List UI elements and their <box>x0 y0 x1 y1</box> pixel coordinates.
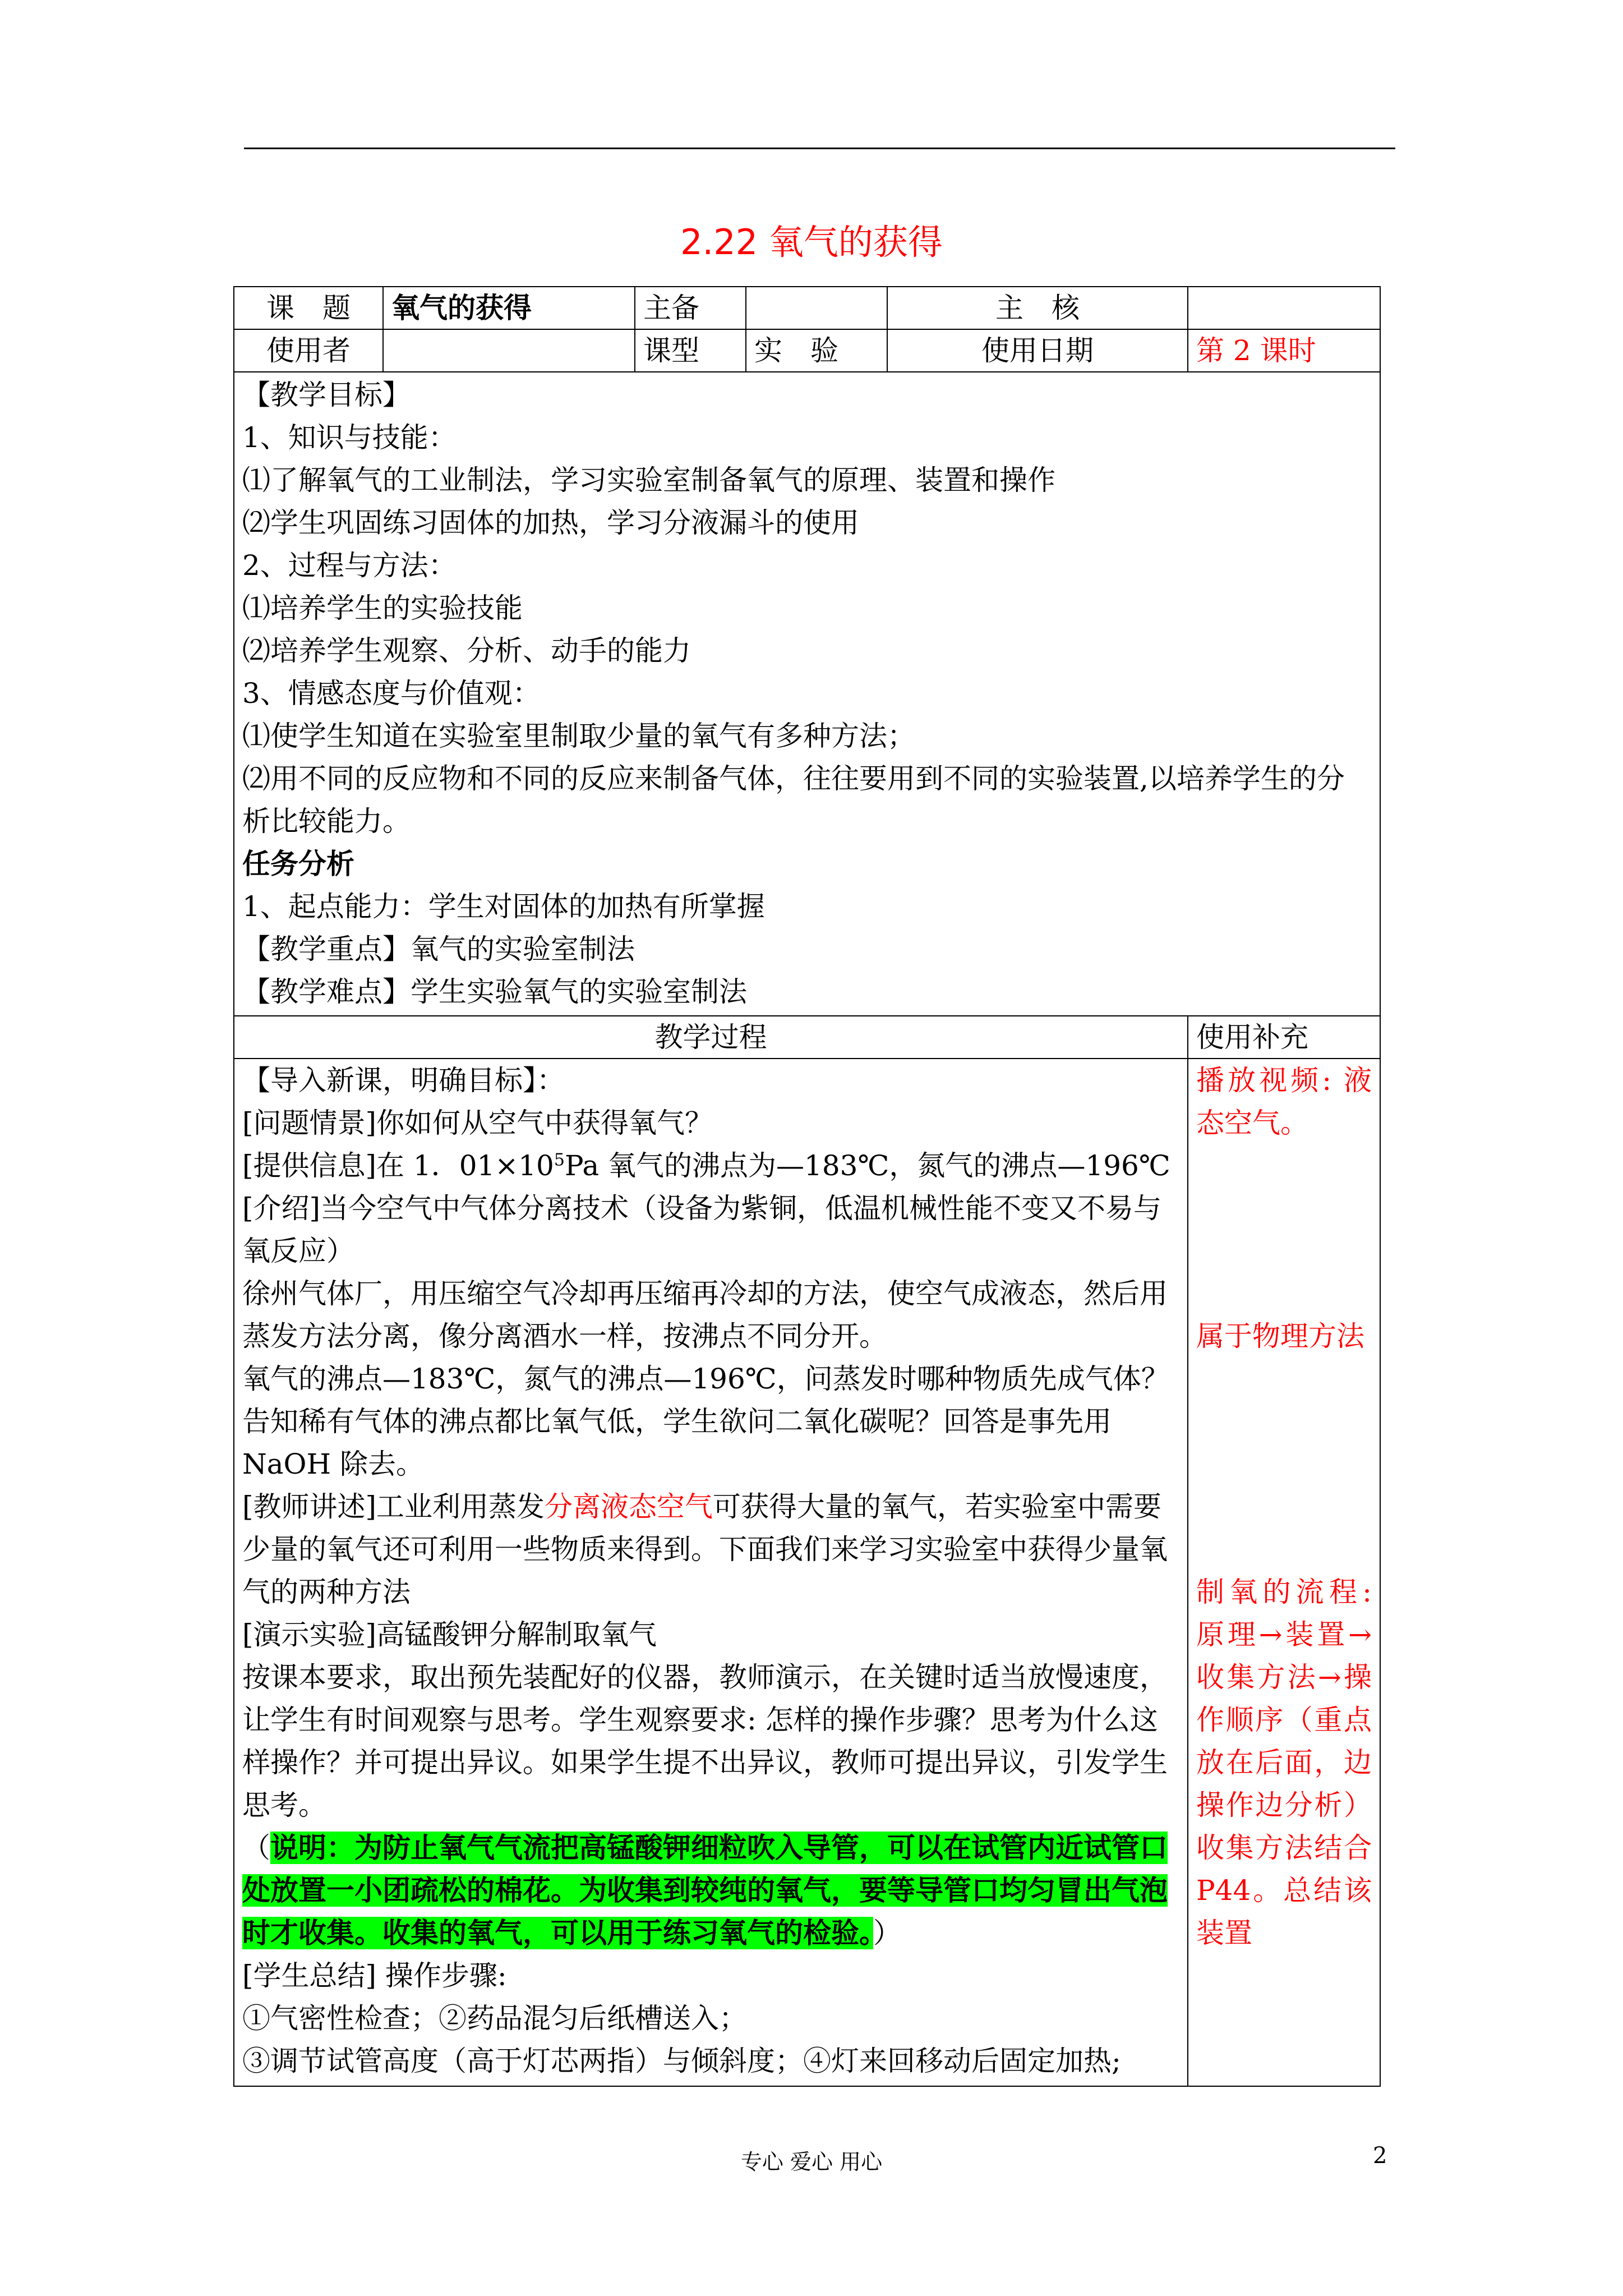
demo-description: 按课本要求，取出预先装配好的仪器，教师演示，在关键时适当放慢速度，让学生有时间观察与思考。学生观察要求: 怎样的操作步骤？思考为什么这样操作？并可提出异议。如果学生提不出异议，教师可提出异议，引发学生思考。 <box>242 1661 1168 1821</box>
task-start: 1、起点能力：学生对固体的加热有所掌握 <box>242 890 765 923</box>
difficult-point: 【教学难点】学生实验氧气的实验室制法 <box>242 976 747 1008</box>
supplement-column <box>1188 1059 1380 2086</box>
objective-line: 2、过程与方法： <box>242 549 457 582</box>
objective-line: 1、知识与技能： <box>242 421 457 454</box>
type-label: 课型 <box>635 329 746 372</box>
supplement-video: 播放视频: 液态空气。 <box>1196 1064 1372 1139</box>
user-label: 使用者 <box>234 329 383 372</box>
objective-line: 3、情感态度与价值观： <box>242 677 541 710</box>
note: （说明：为防止氧气气流把高锰酸钾细粒吹入导管，可以在试管内近试管口处放置一小团疏松的棉花。为收集到较纯的氧气，要等导管口均匀冒出气泡时才收集。收集的氧气，可以用于练习氧气的检验。） <box>242 1832 1168 1949</box>
supplement-physical: 属于物理方法 <box>1196 1320 1364 1352</box>
objective-line: ⑴了解氧气的工业制法，学习实验室制备氧气的原理、装置和操作 <box>242 464 1055 496</box>
user-value <box>383 329 635 372</box>
page-title: 2.22 氧气的获得 <box>680 222 943 263</box>
review-value <box>1188 287 1380 329</box>
question: [问题情景]你如何从空气中获得氧气？ <box>242 1107 713 1139</box>
demo-title: [演示实验]高锰酸钾分解制取氧气 <box>242 1618 657 1651</box>
info: [提供信息]在 1．$01\times 10^5Pa$ 氧气的沸点为—183℃，氮气的沸点—196℃ <box>242 1149 1170 1182</box>
supplement-flow: 制氧的流程: 原理→装置→收集方法→操作顺序（重点放在后面，边操作边分析）收集方法结合 P44。总结该装置 <box>1196 1576 1372 1949</box>
footer-motto: 专心 爱心 用心 <box>740 2150 883 2174</box>
process-row <box>234 1059 1380 2086</box>
xuzhou-text: 徐州气体厂，用压缩空气冷却再压缩再冷却的方法，使空气成液态，然后用蒸发方法分离，像分离酒水一样，按沸点不同分开。 <box>242 1277 1168 1352</box>
process-header: 教学过程 <box>234 1016 1188 1059</box>
task-heading: 任务分析 <box>242 848 354 880</box>
process-header-row <box>234 1016 1380 1059</box>
objective-line: ⑵培养学生观察、分析、动手的能力 <box>242 634 691 667</box>
objective-line: ⑴使学生知道在实验室里制取少量的氧气有多种方法； <box>242 720 915 752</box>
objective-line: ⑵学生巩固练习固体的加热，学习分液漏斗的使用 <box>242 507 859 539</box>
date-value: 第 2 课时 <box>1188 329 1380 372</box>
supplement-header: 使用补充 <box>1188 1016 1380 1059</box>
header-row-1 <box>234 287 1380 329</box>
objectives-heading: 【教学目标】 <box>242 379 411 411</box>
summary: [学生总结] 操作步骤: <box>242 1959 507 1992</box>
date-label: 使用日期 <box>887 329 1188 372</box>
page-number: 2 <box>1373 2143 1387 2169</box>
objective-line: ⑵用不同的反应物和不同的反应来制备气体，往往要用到不同的实验装置,以培养学生的分析比较能力。 <box>242 762 1345 838</box>
header-row-2 <box>234 329 1380 372</box>
review-label: 主 核 <box>887 287 1188 329</box>
objective-line: ⑴培养学生的实验技能 <box>242 592 523 624</box>
lesson-plan-table <box>233 286 1381 2087</box>
objectives-row <box>234 372 1380 1016</box>
type-value: 实 验 <box>746 329 887 372</box>
step-line: ③调节试管高度（高于灯芯两指）与倾斜度；④灯来回移动后固定加热; <box>242 2045 1121 2077</box>
step-line: ①气密性检查；②药品混匀后纸槽送入； <box>242 2002 747 2035</box>
key-point: 【教学重点】氧气的实验室制法 <box>242 933 635 965</box>
header-rule <box>244 148 1395 149</box>
subject-label: 课 题 <box>234 287 383 329</box>
lead-label: 主备 <box>635 287 746 329</box>
lead-value <box>746 287 887 329</box>
boiling-text: 氧气的沸点—183℃，氮气的沸点—196℃，问蒸发时哪种物质先成气体？告知稀有气体的沸点都比氧气低，学生欲问二氧化碳呢？回答是事先用 NaOH 除去。 <box>242 1363 1169 1480</box>
teacher-text: [教师讲述]工业利用蒸发分离液态空气可获得大量的氧气，若实验室中需要少量的氧气还可利用一些物质来得到。下面我们来学习实验室中获得少量氧气的两种方法 <box>242 1490 1168 1608</box>
subject-value: 氧气的获得 <box>383 287 635 329</box>
intro-heading: 【导入新课，明确目标】： <box>242 1064 565 1097</box>
intro-text: [介绍]当今空气中气体分离技术（设备为紫铜，低温机械性能不变又不易与氧反应） <box>242 1192 1162 1267</box>
